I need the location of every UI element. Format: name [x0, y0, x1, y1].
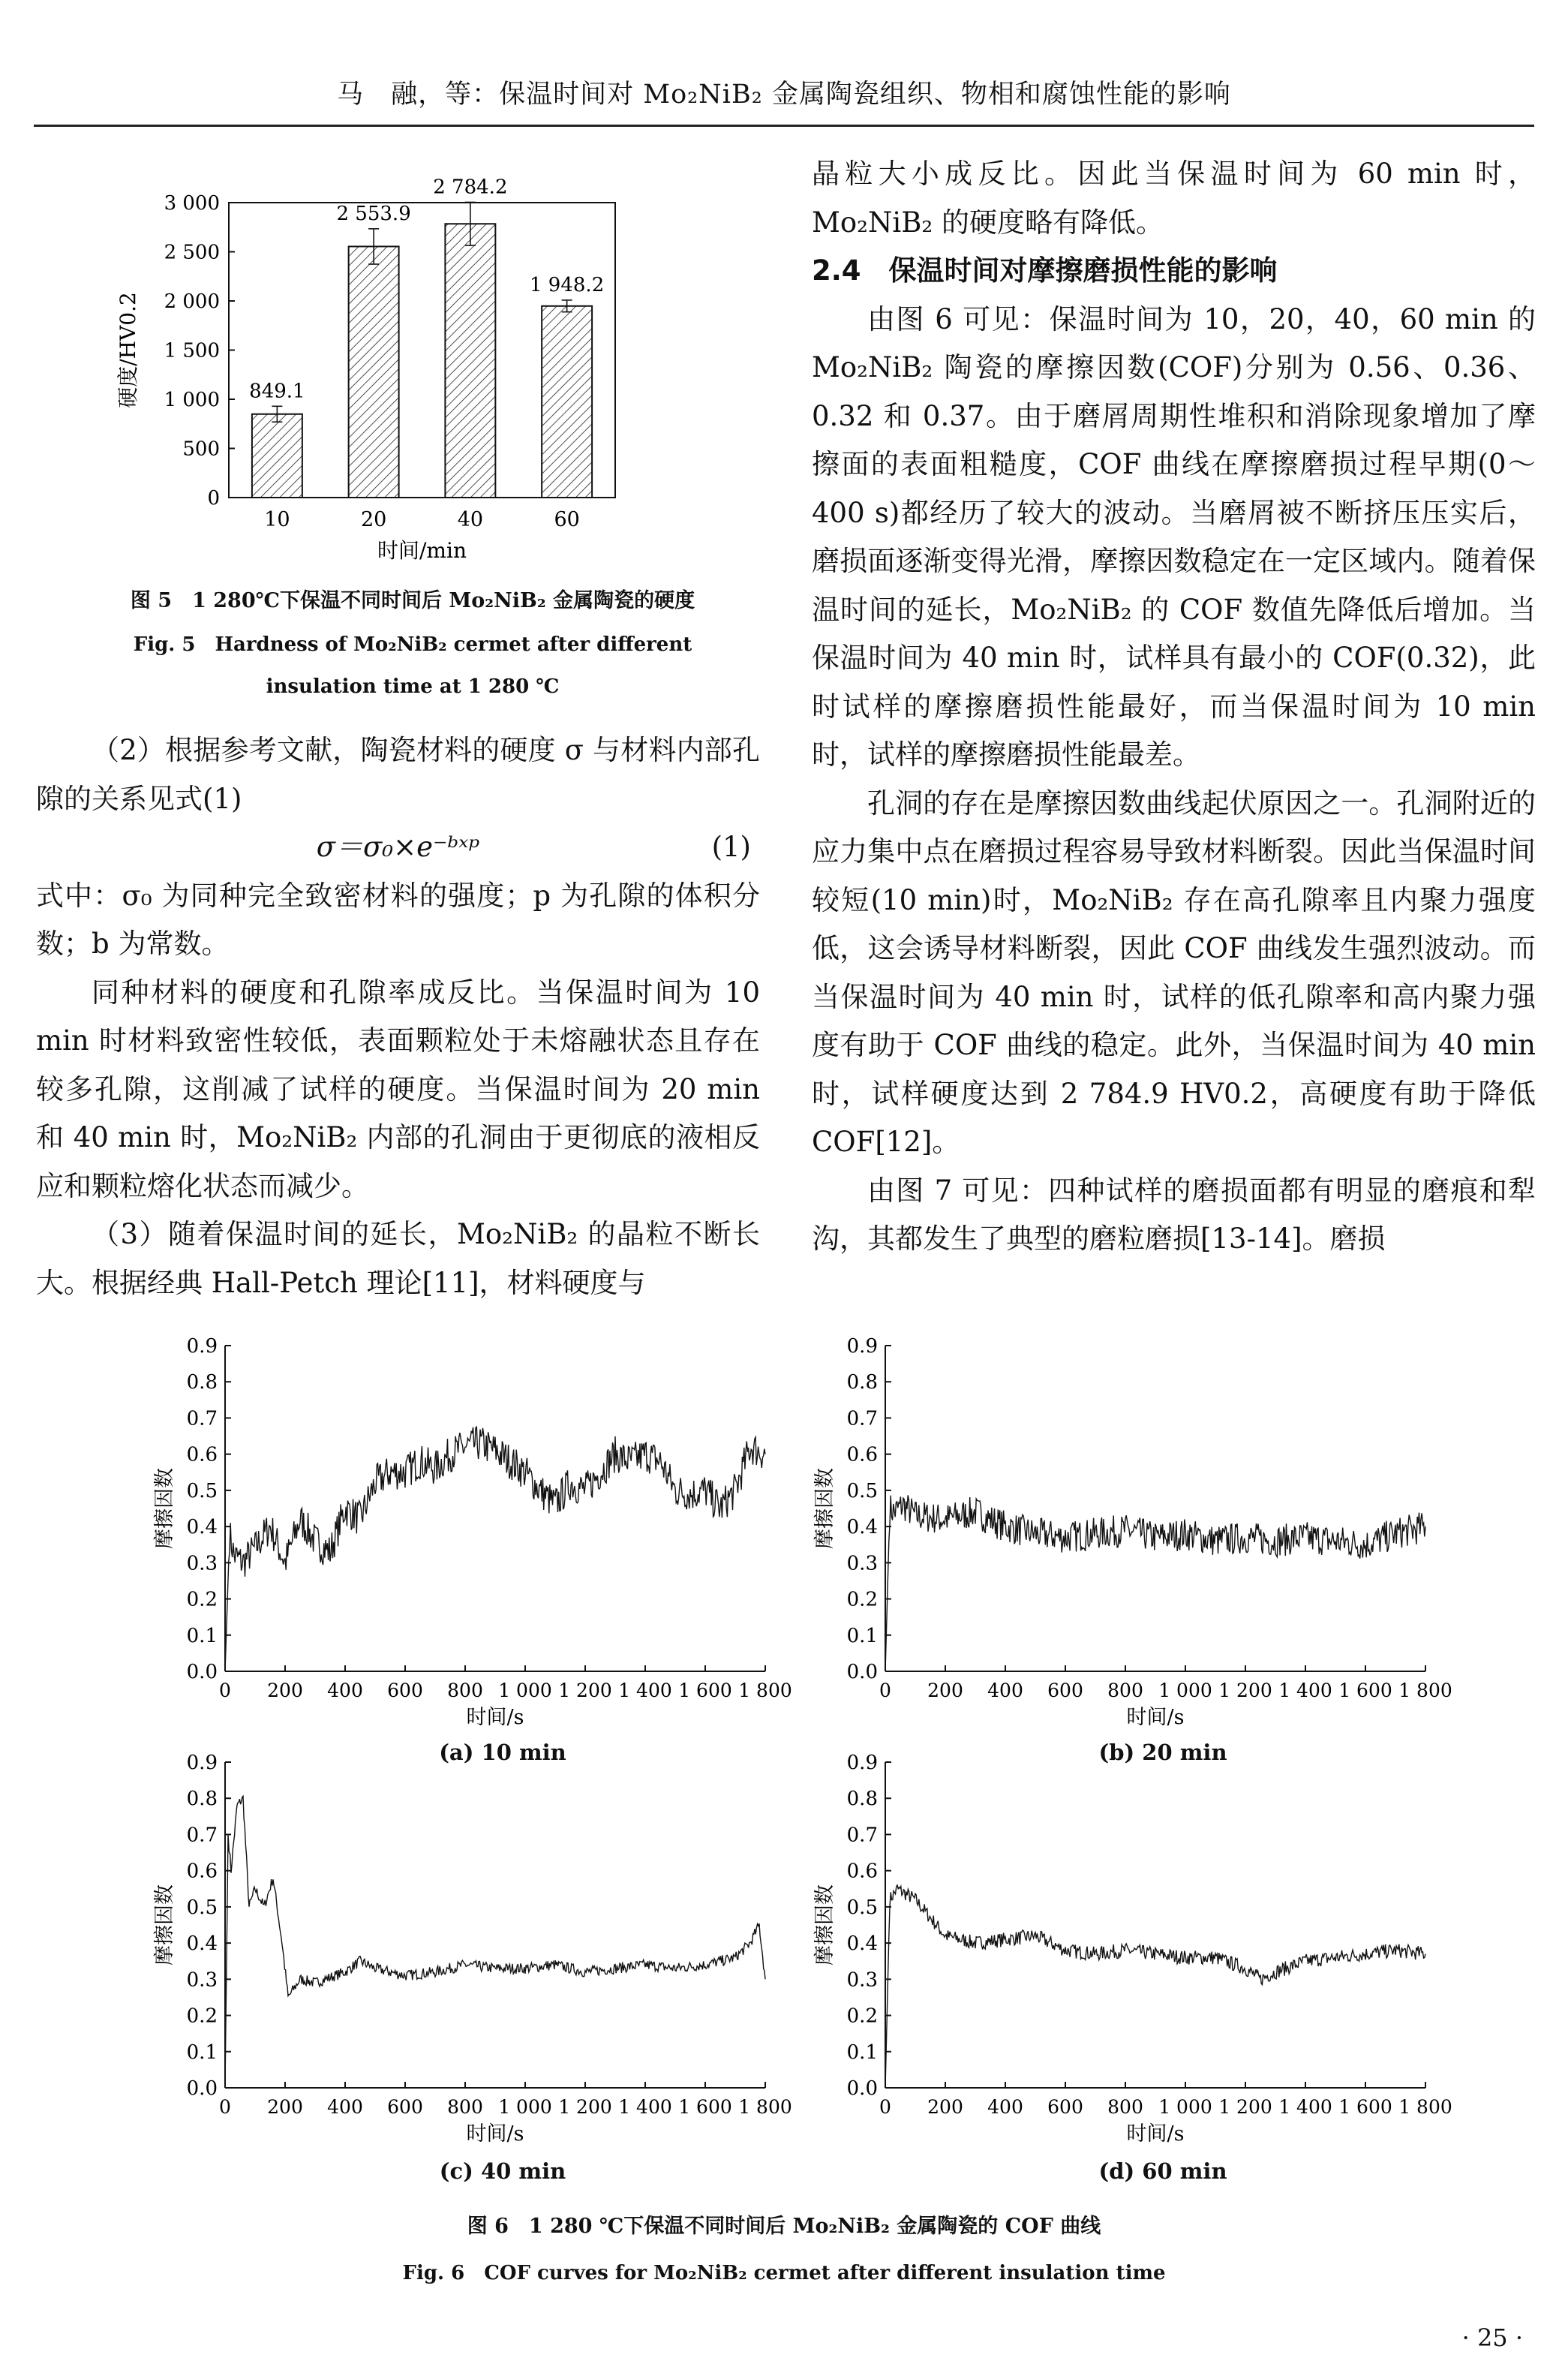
- x-tick-label: 600: [387, 1680, 423, 1701]
- right-paragraph-0: 晶粒大小成反比。因此当保温时间为 60 min 时，Mo₂NiB₂ 的硬度略有降低。: [812, 158, 1536, 239]
- y-tick-label: 0.8: [846, 1371, 878, 1394]
- y-tick-label: 0.4: [846, 1516, 878, 1539]
- y-tick-label: 500: [182, 438, 220, 461]
- x-tick-label: 1 800: [1398, 1680, 1452, 1701]
- y-tick-label: 0.9: [186, 1335, 218, 1358]
- y-tick-label: 1 500: [164, 339, 220, 362]
- y-tick-label: 0.8: [846, 1788, 878, 1811]
- header-rule: [34, 125, 1534, 127]
- y-tick-label: 0.9: [846, 1752, 878, 1774]
- y-tick-label: 0.0: [186, 2077, 218, 2100]
- right-paragraph-2: 孔洞的存在是摩擦因数曲线起伏原因之一。孔洞附近的应力集中点在磨损过程容易导致材料断裂。因此当保温时间较短(10 min)时，Mo₂NiB₂ 存在高孔隙率且内聚力强度低，这会诱导材料断裂，因此 COF 曲线发生强烈波动。而当保温时间为 40 min 时，试样的低孔隙率和高内聚力强度有助于 COF 曲线的稳定。此外，当保温时间为 40 min 时，试样硬度达到 2 784.9 HV0.2，高硬度有助于降低 COF[12]。: [812, 786, 1536, 1158]
- x-tick-label: 1 800: [738, 2096, 792, 2118]
- fig6a-cof-chart: [135, 1332, 795, 1745]
- bar: [445, 224, 495, 498]
- x-tick-label: 1 200: [558, 1680, 612, 1701]
- left-paragraph-2: 式中：σ₀ 为同种完全致密材料的强度；p 为孔隙的体积分数；b 为常数。: [36, 879, 760, 960]
- y-tick-label: 0.4: [186, 1516, 218, 1539]
- fig5-caption-cn: 图 5 1 280℃下保温不同时间后 Mo₂NiB₂ 金属陶瓷的硬度: [130, 589, 695, 612]
- y-tick-label: 0.5: [846, 1896, 878, 1919]
- y-tick-label: 0.8: [186, 1788, 218, 1811]
- left-column: [36, 726, 760, 1307]
- y-tick-label: 0.6: [186, 1860, 218, 1883]
- x-tick-label: 0: [219, 1680, 231, 1701]
- y-tick-label: 0.4: [846, 1932, 878, 1956]
- y-tick-label: 0.2: [846, 2005, 878, 2028]
- fig5-bar-chart: [98, 154, 773, 574]
- right-column: [812, 150, 1536, 1264]
- x-tick-label: 800: [1107, 2096, 1143, 2118]
- cof-series-line: [885, 1495, 1425, 1671]
- y-tick-label: 0.2: [846, 1588, 878, 1611]
- x-tick-label: 800: [447, 1680, 483, 1701]
- y-tick-label: 0.3: [186, 1968, 218, 1992]
- y-tick-label: 3 000: [164, 192, 220, 215]
- y-tick-label: 0.7: [186, 1824, 218, 1847]
- y-tick-label: 1 000: [164, 389, 220, 411]
- x-tick-label: 1 400: [1278, 1680, 1332, 1701]
- left-paragraph-4: （3）随着保温时间的延长，Mo₂NiB₂ 的晶粒不断长大。根据经典 Hall-Petch 理论[11]，材料硬度与: [36, 1218, 760, 1299]
- x-tick-label: 1 000: [498, 1680, 552, 1701]
- y-tick-label: 0.1: [186, 2041, 218, 2064]
- x-tick-label: 0: [879, 2096, 891, 2118]
- y-tick-label: 2 500: [164, 241, 220, 264]
- x-axis-label: 时间/s: [1126, 1706, 1185, 1729]
- fig6-caption-cn: 图 6 1 280 ℃下保温不同时间后 Mo₂NiB₂ 金属陶瓷的 COF 曲线: [467, 2215, 1101, 2238]
- fig6a-subcaption: (a) 10 min: [439, 1740, 566, 1765]
- y-tick-label: 0.3: [846, 1552, 878, 1575]
- x-axis-label: 时间/s: [466, 1706, 524, 1729]
- y-tick-label: 0.6: [846, 1860, 878, 1883]
- cof-series-line: [225, 1427, 765, 1671]
- left-paragraph-1: （2）根据参考文献，陶瓷材料的硬度 σ 与材料内部孔隙的关系见式(1): [36, 734, 760, 815]
- y-tick-label: 2 000: [164, 290, 220, 313]
- y-tick-label: 0.3: [186, 1552, 218, 1575]
- y-tick-label: 0.2: [186, 1588, 218, 1611]
- y-axis-label: 硬度/HV0.2: [116, 292, 140, 408]
- fig6c-subcaption: (c) 40 min: [439, 2158, 566, 2184]
- x-tick-label: 200: [927, 2096, 963, 2118]
- x-tick-label: 1 200: [1218, 2096, 1272, 2118]
- left-paragraph-3: 同种材料的硬度和孔隙率成反比。当保温时间为 10 min 时材料致密性较低，表面颗粒处于未熔融状态且存在较多孔隙，这削减了试样的硬度。当保温时间为 20 min 和 40 min 时，Mo₂NiB₂ 内部的孔洞由于更彻底的液相反应和颗粒熔化状态而减少。: [36, 976, 760, 1202]
- x-axis-label: 时间/s: [1126, 2122, 1185, 2146]
- x-tick-label: 1 000: [1158, 2096, 1212, 2118]
- x-tick-label: 1 400: [618, 1680, 672, 1701]
- x-axis-label: 时间/s: [466, 2122, 524, 2146]
- x-tick-label: 1 400: [1278, 2096, 1332, 2118]
- x-tick-label: 600: [1047, 1680, 1083, 1701]
- y-tick-label: 0.8: [186, 1371, 218, 1394]
- fig6-caption-en: Fig. 6 COF curves for Mo₂NiB₂ cermet after different insulation time: [402, 2262, 1166, 2284]
- y-tick-label: 0.7: [846, 1407, 878, 1430]
- y-axis-label: 摩擦因数: [813, 1884, 837, 1965]
- x-tick-label: 400: [987, 1680, 1023, 1701]
- x-tick-label: 1 800: [738, 1680, 792, 1701]
- x-tick-label: 800: [447, 2096, 483, 2118]
- y-tick-label: 0: [207, 487, 220, 510]
- fig5-caption-en-2: insulation time at 1 280 ℃: [266, 675, 560, 698]
- y-tick-label: 0.1: [846, 1624, 878, 1647]
- x-tick-label: 800: [1107, 1680, 1143, 1701]
- fig6c-cof-chart: [135, 1749, 795, 2161]
- y-tick-label: 0.6: [846, 1443, 878, 1466]
- y-tick-label: 0.5: [846, 1479, 878, 1502]
- y-axis-label: 摩擦因数: [153, 1884, 176, 1965]
- y-axis-label: 摩擦因数: [813, 1468, 837, 1549]
- x-tick-label: 1 600: [678, 1680, 732, 1701]
- y-tick-label: 0.0: [846, 1661, 878, 1683]
- y-tick-label: 0.1: [846, 2041, 878, 2064]
- x-tick-label: 200: [927, 1680, 963, 1701]
- x-tick-label: 600: [1047, 2096, 1083, 2118]
- equation-1: [36, 823, 760, 872]
- y-tick-label: 0.2: [186, 2005, 218, 2028]
- y-tick-label: 0.1: [186, 1624, 218, 1647]
- data-label: 849.1: [249, 380, 305, 403]
- fig6d-cof-chart: [795, 1749, 1455, 2161]
- fig6b-subcaption: (b) 20 min: [1098, 1740, 1227, 1765]
- y-tick-label: 0.0: [186, 1661, 218, 1683]
- y-tick-label: 0.9: [846, 1335, 878, 1358]
- y-tick-label: 0.5: [186, 1479, 218, 1502]
- x-tick-label: 0: [879, 1680, 891, 1701]
- y-tick-label: 0.4: [186, 1932, 218, 1956]
- running-header: 马 融，等：保温时间对 Mo₂NiB₂ 金属陶瓷组织、物相和腐蚀性能的影响: [337, 80, 1231, 110]
- y-tick-label: 0.9: [186, 1752, 218, 1774]
- x-tick-label: 1 600: [678, 2096, 732, 2118]
- x-tick-label: 40: [457, 508, 484, 531]
- y-tick-label: 0.7: [846, 1824, 878, 1847]
- bar: [252, 414, 302, 498]
- equation-body: σ＝σ₀×e⁻ᵇˣᵖ: [316, 831, 480, 863]
- equation-number: (1): [711, 831, 751, 863]
- y-tick-label: 0.5: [186, 1896, 218, 1919]
- data-label: 2 553.9: [336, 202, 411, 225]
- x-tick-label: 1 600: [1338, 1680, 1392, 1701]
- fig6d-subcaption: (d) 60 min: [1098, 2158, 1227, 2184]
- bar: [349, 246, 399, 498]
- bar: [542, 306, 592, 498]
- fig6b-cof-chart: [795, 1332, 1455, 1745]
- x-tick-label: 10: [264, 508, 290, 531]
- fig5-caption-en-1: Fig. 5 Hardness of Mo₂NiB₂ cermet after different: [133, 633, 692, 656]
- x-tick-label: 0: [219, 2096, 231, 2118]
- y-tick-label: 0.6: [186, 1443, 218, 1466]
- x-tick-label: 200: [267, 1680, 303, 1701]
- x-tick-label: 600: [387, 2096, 423, 2118]
- data-label: 2 784.2: [433, 176, 508, 199]
- x-tick-label: 400: [327, 2096, 363, 2118]
- x-tick-label: 1 200: [558, 2096, 612, 2118]
- x-tick-label: 1 400: [618, 2096, 672, 2118]
- data-label: 1 948.2: [530, 273, 605, 296]
- x-tick-label: 1 600: [1338, 2096, 1392, 2118]
- cof-series-line: [885, 1885, 1425, 2088]
- x-tick-label: 400: [987, 2096, 1023, 2118]
- x-tick-label: 1 000: [498, 2096, 552, 2118]
- y-tick-label: 0.7: [186, 1407, 218, 1430]
- x-tick-label: 60: [554, 508, 580, 531]
- page-number: · 25 ·: [1461, 2323, 1523, 2352]
- cof-series-line: [225, 1796, 765, 2088]
- x-tick-label: 200: [267, 2096, 303, 2118]
- right-paragraph-3: 由图 7 可见：四种试样的磨损面都有明显的磨痕和犁沟，其都发生了典型的磨粒磨损[13-14]。磨损: [812, 1174, 1536, 1255]
- x-tick-label: 400: [327, 1680, 363, 1701]
- y-tick-label: 0.0: [846, 2077, 878, 2100]
- y-tick-label: 0.3: [846, 1968, 878, 1992]
- x-tick-label: 20: [360, 508, 387, 531]
- x-axis-label: 时间/min: [377, 538, 467, 563]
- x-tick-label: 1 000: [1158, 1680, 1212, 1701]
- right-paragraph-1: 由图 6 可见：保温时间为 10，20，40，60 min 的 Mo₂NiB₂ 陶瓷的摩擦因数(COF)分别为 0.56、0.36、0.32 和 0.37。由于磨屑周期性堆积和消除现象增加了摩擦面的表面粗糙度，COF 曲线在摩擦磨损过程早期(0～400 s)都经历了较大的波动。当磨屑被不断挤压压实后，磨损面逐渐变得光滑，摩擦因数稳定在一定区域内。随着保温时间的延长，Mo₂NiB₂ 的 COF 数值先降低后增加。当保温时间为 40 min 时，试样具有最小的 COF(0.32)，此时试样的摩擦磨损性能最好，而当保温时间为 10 min 时，试样的摩擦磨损性能最差。: [812, 302, 1536, 771]
- x-tick-label: 1 800: [1398, 2096, 1452, 2118]
- x-tick-label: 1 200: [1218, 1680, 1272, 1701]
- section-heading-2-4: 2.4 保温时间对摩擦磨损性能的影响: [812, 254, 1278, 287]
- y-axis-label: 摩擦因数: [153, 1468, 176, 1549]
